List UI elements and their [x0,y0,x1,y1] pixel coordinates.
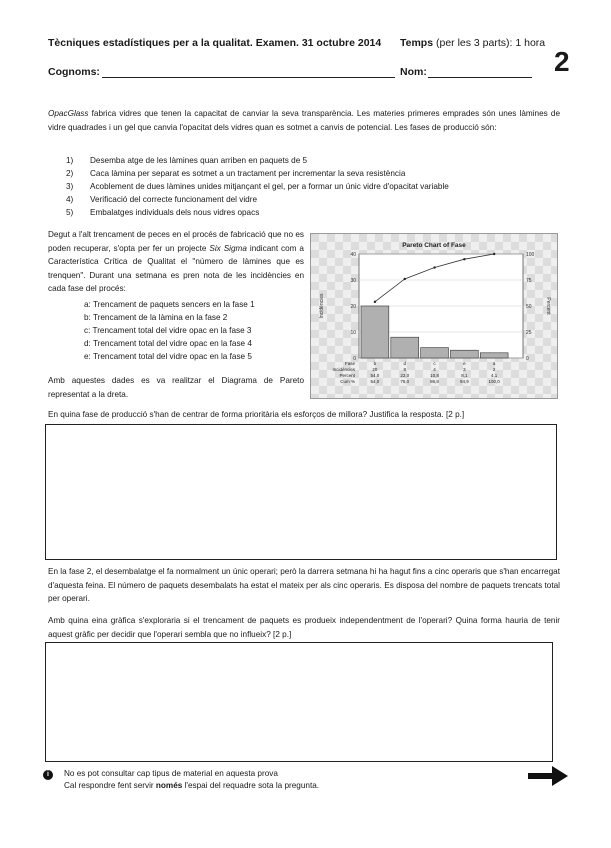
y2-tick-label: 50 [526,304,532,310]
checker-cell [535,234,543,242]
checker-cell [487,234,495,242]
x-tick-label: e [463,361,466,366]
checker-cell [519,362,527,370]
checker-cell [527,370,535,378]
checker-cell [527,322,535,330]
checker-cell [327,378,335,386]
y2-tick-label: 100 [526,252,535,258]
checker-cell [343,314,351,322]
name-field[interactable] [428,77,532,78]
checker-cell [551,266,557,274]
checker-cell [535,378,543,386]
checker-cell [335,338,343,346]
checker-cell [535,250,543,258]
surname-field[interactable] [102,77,395,78]
checker-cell [535,346,543,354]
checker-cell [351,258,359,266]
checker-cell [351,322,359,330]
table-row-label: Fase [344,361,355,366]
checker-cell [383,242,391,250]
bar [421,348,449,358]
chart-title: Pareto Chart of Fase [402,242,466,249]
table-cum: 76,0 [400,379,410,384]
checker-cell [335,242,343,250]
exam-number: 2 [554,46,570,77]
checker-cell [527,258,535,266]
checker-cell [391,394,399,398]
checker-cell [479,386,487,394]
checker-cell [519,234,527,242]
production-steps [66,154,556,219]
checker-cell [375,234,383,242]
answer-box-1[interactable] [45,424,557,560]
y-axis-label: Incidències [319,293,325,319]
y-tick-label: 30 [350,278,356,284]
bar [391,337,419,358]
checker-cell [551,394,557,398]
checker-cell [407,234,415,242]
checker-cell [527,386,535,394]
intro-paragraph [48,107,560,134]
checker-cell [519,394,527,398]
checker-cell [327,346,335,354]
checker-cell [343,234,351,242]
table-cum: 86,8 [430,379,439,384]
scenario-paragraph: En la fase 2, el desembalatge el fa normalment un únic operari; però la darrera setmana hi ha hagut fins a cinc operaris que s'han encarregat d'aquesta feina. El número de paquets desembalats ha estat el mateix per als cinc operaris. Es disposa del nombre de paquets trencats total per operari. [48,567,560,604]
y2-tick-label: 0 [526,356,529,362]
cumulative-point [404,278,406,280]
checker-cell [415,386,423,394]
checker-cell [359,362,367,370]
table-value: 8 [403,367,406,372]
list-item: d: Trencament total del vidre opac en la fase 4 [84,339,252,348]
checker-cell [311,330,319,338]
checker-cell [487,394,495,398]
table-cum: 54,0 [370,379,380,384]
bar [361,306,389,358]
checker-cell [447,386,455,394]
checker-cell [343,266,351,274]
checker-cell [543,338,551,346]
table-value: 2 [492,367,496,372]
y-tick-label: 40 [350,252,356,258]
checker-cell [527,338,535,346]
table-value: 4 [433,367,436,372]
checker-cell [311,314,319,322]
time-detail: (per les 3 parts): 1 hora [436,37,546,49]
checker-cell [551,346,557,354]
checker-cell [391,362,399,370]
table-percent: 4,1 [491,373,498,378]
table-percent: 54,0 [370,373,380,378]
checker-cell [311,346,319,354]
name-label: Nom: [400,66,427,78]
table-value: 3 [463,367,466,372]
checker-cell [335,322,343,330]
checker-cell [327,282,335,290]
checker-cell [455,394,463,398]
checker-cell [471,234,479,242]
checker-cell [439,234,447,242]
checker-cell [335,258,343,266]
question-2: Amb quina eina gràfica s'exploraria si el trencament de paquets es produeix independentment de l'operari? Quina forma hauria de tenir aquest gràfic per decidir que l'operari sembla que no influeix? [2 p.] [48,616,560,639]
answer-box-2[interactable] [45,642,553,762]
problem-paragraph: Degut a l'alt trencament de peces en el procés de fabricació que no es poden recuperar, s'opta per fer un projecte Six Sigma indicant com a Característica Crítica de Qualitat el "número de làmines que es trenquen". Durant una setmana es pren nota de les incidències en cada fase del procés: [48,230,304,294]
checker-cell [319,274,327,282]
y-tick-label: 10 [350,330,356,336]
checker-cell [511,370,519,378]
checker-cell [319,338,327,346]
checker-cell [439,378,447,386]
checker-cell [399,386,407,394]
checker-cell [407,362,415,370]
checker-cell [383,386,391,394]
checker-cell [543,258,551,266]
checker-cell [535,314,543,322]
x-tick-label: b [373,361,377,366]
checker-cell [543,386,551,394]
table-row-label: Cum % [340,379,355,384]
table-percent: 8,1 [461,373,468,378]
checker-cell [439,362,447,370]
x-tick-label: c [433,361,436,366]
bar [450,350,478,358]
checker-cell [519,378,527,386]
checker-cell [479,370,487,378]
info-icon: i [43,770,53,780]
checker-cell [535,266,543,274]
defect-list [84,298,304,363]
checker-cell [543,370,551,378]
checker-cell [327,250,335,258]
checker-cell [551,314,557,322]
checker-cell [535,330,543,338]
y2-axis-label: Percent [545,297,551,315]
checker-cell [327,298,335,306]
bar [480,353,508,358]
checker-cell [335,306,343,314]
checker-cell [375,394,383,398]
table-value: 20 [372,367,378,372]
table-row-label: Percent [339,373,355,378]
list-item: 4) Verificació del correcte funcionament del vidre [66,195,258,204]
checker-cell [479,242,487,250]
cumulative-point [433,266,435,268]
checker-cell [447,370,455,378]
pareto-chart [311,234,557,398]
checker-cell [543,322,551,330]
footer-note-1: No es pot consultar cap tipus de material en aquesta prova [64,769,278,778]
checker-cell [415,370,423,378]
intro-text: fabrica vidres que tenen la capacitat de canviar la seva transparència. Les materies primeres emprades són unes làmines de vidre quadrades i un gel que canvia l'opacitat dels vidres quan es sotmet a canvis de potencial. Les fases de producció són: [48,109,560,132]
table-row-label: Incidències [332,367,355,372]
six-sigma: Six Sigma [209,243,247,253]
checker-cell [391,378,399,386]
checker-cell [335,354,343,362]
checker-cell [335,274,343,282]
list-item: a: Trencament de paquets sencers en la fase 1 [84,300,255,309]
surname-label: Cognoms: [48,66,100,78]
company-name: OpacGlass [48,109,89,118]
table-cum: 94,9 [459,379,469,384]
table-percent: 22,0 [400,373,410,378]
checker-cell [327,314,335,322]
checker-cell [455,362,463,370]
arrow-right-icon[interactable] [528,766,568,786]
checker-cell [551,234,557,242]
checker-cell [351,242,359,250]
checker-cell [471,378,479,386]
checker-cell [551,250,557,258]
exam-title: Tècniques estadístiques per a la qualitat. Examen. 31 octubre 2014 [48,37,382,49]
checker-cell [503,234,511,242]
checker-cell [551,282,557,290]
checker-cell [423,234,431,242]
checker-cell [311,362,319,370]
x-tick-label: a [492,361,496,366]
checker-cell [351,290,359,298]
cumulative-point [493,253,495,255]
checker-cell [551,330,557,338]
checker-cell [311,378,319,386]
checker-cell [319,386,327,394]
checker-cell [343,394,351,398]
checker-cell [327,330,335,338]
checker-cell [543,274,551,282]
list-item: b: Trencament de la làmina en la fase 2 [84,313,228,322]
footer-note-2: Cal respondre fent servir només l'espai del requadre sota la pregunta. [64,781,320,790]
checker-cell [367,242,375,250]
cumulative-point [374,301,376,303]
checker-cell [311,298,319,306]
y-tick-label: 0 [353,356,356,362]
x-tick-label: d [403,361,406,366]
checker-cell [535,394,543,398]
checker-cell [423,394,431,398]
checker-cell [327,266,335,274]
checker-cell [407,394,415,398]
checker-cell [551,362,557,370]
checker-cell [327,394,335,398]
checker-cell [327,234,335,242]
y-tick-label: 20 [350,304,356,310]
time-info [400,37,545,49]
checker-cell [319,354,327,362]
checker-cell [335,290,343,298]
list-item: e: Trencament total del vidre opac en la fase 5 [84,352,252,361]
checker-cell [535,362,543,370]
checker-cell [383,370,391,378]
y2-tick-label: 75 [526,278,532,284]
checker-cell [511,386,519,394]
question-1: En quina fase de producció s'han de centrar de forma prioritària els esforços de millora? Justifica la resposta. [2 p.] [48,410,465,419]
checker-cell [503,378,511,386]
checker-cell [495,386,503,394]
checker-cell [471,362,479,370]
checker-cell [471,394,479,398]
checker-cell [455,234,463,242]
checker-cell [359,234,367,242]
footer-notes [64,768,464,792]
checker-cell [503,394,511,398]
checker-cell [527,290,535,298]
pareto-chart-frame [310,233,558,399]
checker-cell [439,394,447,398]
checker-cell [311,266,319,274]
table-percent: 10,8 [430,373,439,378]
checker-cell [335,386,343,394]
checker-cell [495,242,503,250]
time-label: Temps [400,37,434,49]
y2-tick-label: 25 [526,330,532,336]
cumulative-point [463,258,465,260]
table-cum: 100,0 [488,379,500,384]
checker-cell [431,386,439,394]
checker-cell [311,282,319,290]
checker-cell [359,378,367,386]
checker-cell [311,394,319,398]
checker-cell [535,282,543,290]
checker-cell [311,250,319,258]
list-item: 1) Desemba atge de les làmines quan arriben en paquets de 5 [66,156,308,165]
checker-cell [319,258,327,266]
checker-cell [503,362,511,370]
checker-cell [535,298,543,306]
checker-cell [391,234,399,242]
checker-cell [319,242,327,250]
pareto-note: Amb aquestes dades es va realitzar el Diagrama de Pareto representat a la dreta. [48,376,304,399]
checker-cell [319,370,327,378]
checker-cell [511,242,519,250]
list-item: c: Trencament total del vidre opac en la fase 3 [84,326,252,335]
checker-cell [351,386,359,394]
list-item: 5) Embalatges individuals dels nous vidres opacs [66,208,260,217]
checker-cell [543,354,551,362]
checker-cell [343,346,351,354]
list-item: 2) Caca làmina per separat es sotmet a un tractament per incrementar la seva resistència [66,169,406,178]
checker-cell [311,234,319,242]
checker-cell [423,362,431,370]
checker-cell [551,378,557,386]
checker-cell [319,322,327,330]
checker-cell [527,242,535,250]
checker-cell [463,386,471,394]
checker-cell [351,338,359,346]
checker-cell [359,394,367,398]
checker-cell [367,386,375,394]
checker-cell [543,242,551,250]
list-item: 3) Acoblement de dues làmines unides mitjançant el gel, per a formar un únic vidre d'opacitat variable [66,182,449,191]
